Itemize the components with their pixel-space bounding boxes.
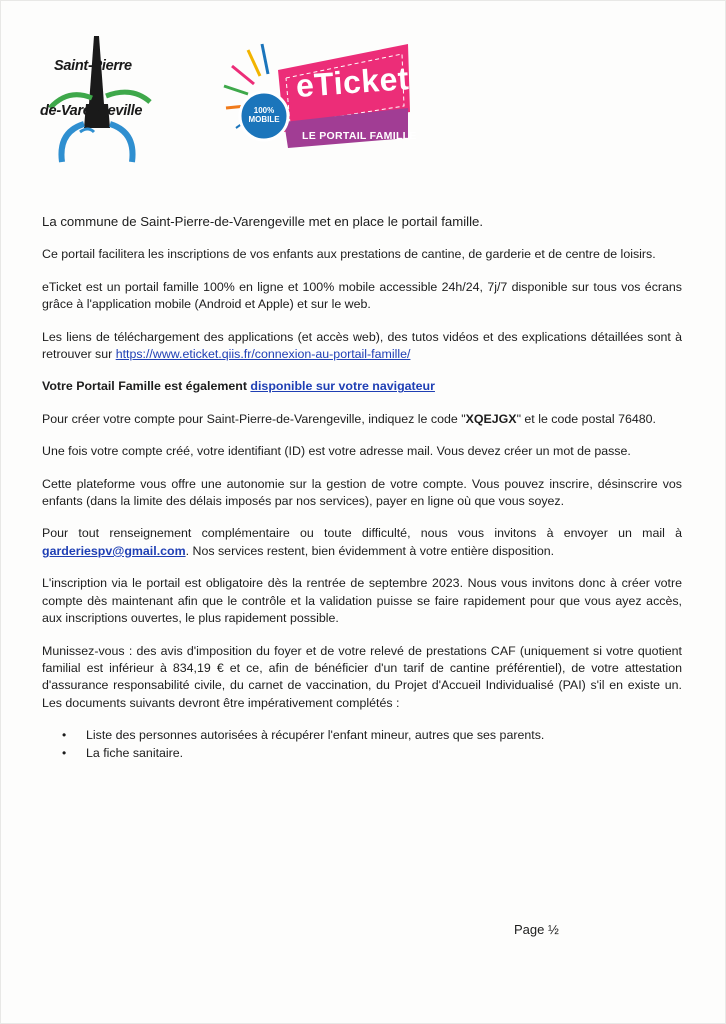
municipality-name-line1: Saint-Pierre [54, 58, 132, 74]
list-item [42, 727, 682, 744]
required-documents-list [42, 727, 682, 762]
list-item-text: La fiche sanitaire. [86, 745, 184, 760]
contact-text-a: Pour tout renseignement complémentaire ou toute difficulté, nous vous invitons à envoyer un mail à [42, 526, 682, 541]
paragraph-intro: La commune de Saint-Pierre-de-Varengeville met en place le portail famille. [42, 214, 484, 229]
account-code-text-b: " et le code postal 76480. [516, 411, 656, 426]
browser-link[interactable]: disponible sur votre navigateur [250, 379, 435, 394]
paragraph-eticket-description: eTicket est un portail famille 100% en ligne et 100% mobile accessible 24h/24, 7j/7 disponible sur tous vos écrans grâce à l'application mobile (Android et Apple) et sur le web. [42, 279, 682, 312]
paragraph-browser [42, 378, 682, 395]
paragraph-purpose: Ce portail facilitera les inscriptions de vos enfants aux prestations de cantine, de garderie et de centre de loisirs. [42, 247, 656, 262]
list-item [42, 745, 682, 762]
eticket-badge-line2: MOBILE [248, 115, 280, 124]
browser-text: Votre Portail Famille est également [42, 379, 251, 394]
municipality-name-line2: de-Varengeville [40, 103, 143, 119]
paragraph-download-links [42, 329, 682, 364]
letter-body [42, 213, 682, 762]
contact-text-b: . Nos services restent, bien évidemment à votre entière disposition. [185, 543, 555, 558]
bullet-dot: • [62, 745, 67, 760]
portal-link[interactable]: https://www.eticket.qiis.fr/connexion-au-portail-famille/ [115, 347, 411, 362]
paragraph-contact [42, 525, 682, 560]
paragraph-identifier: Une fois votre compte créé, votre identifiant (ID) est votre adresse mail. Vous devez créer un mot de passe. [42, 444, 631, 459]
paragraph-autonomy: Cette plateforme vous offre une autonomie sur la gestion de votre compte. Vous pouvez inscrire, désinscrire vos enfants (dans la limite des délais imposés par nos services), payer en ligne où que vous soyez. [42, 476, 682, 509]
eticket-badge-line1: 100% [253, 106, 275, 115]
page-number: Page ½ [514, 922, 559, 937]
municipality-logo [28, 36, 164, 166]
contact-email-link[interactable]: garderiespv@gmail.com [42, 543, 186, 558]
eticket-badge [244, 106, 284, 124]
paragraph-mandatory: L'inscription via le portail est obligatoire dès la rentrée de septembre 2023. Nous vous invitons donc à créer votre compte dès maintenant afin que le contrôle et la validation puisse se faire rapidement pour que vous ayez accès, aux inscriptions ouvertes, le plus rapidement possible. [42, 576, 682, 626]
eticket-title: eTicket [294, 60, 411, 104]
paragraph-documents: Munissez-vous : des avis d'imposition du foyer et de votre relevé de prestations CAF (uniquement si votre quotient familial est inférieur à 834,19 € et ce, afin de bénéficier d'un tarif de cantine préférentiel), de votre attestation d'assurance responsabilité civile, du carnet de vaccination, du Projet d'Accueil Individualisé (PAI) s'il en existe un. Les documents suivants devront être impérativement complétés : [42, 643, 682, 710]
eticket-subtitle: LE PORTAIL FAMILLE [302, 130, 417, 142]
list-item-text: Liste des personnes autorisées à récupérer l'enfant mineur, autres que ses parents. [86, 728, 545, 743]
eticket-logo [218, 36, 418, 156]
paragraph-account-code [42, 411, 682, 428]
account-code: XQEJGX [465, 411, 517, 426]
bullet-dot: • [62, 728, 67, 743]
download-links-text: Les liens de téléchargement des applications (et accès web), des tutos vidéos et des explications détaillées sont à retrouver sur [42, 329, 682, 362]
account-code-text-a: Pour créer votre compte pour Saint-Pierre-de-Varengeville, indiquez le code " [42, 411, 466, 426]
